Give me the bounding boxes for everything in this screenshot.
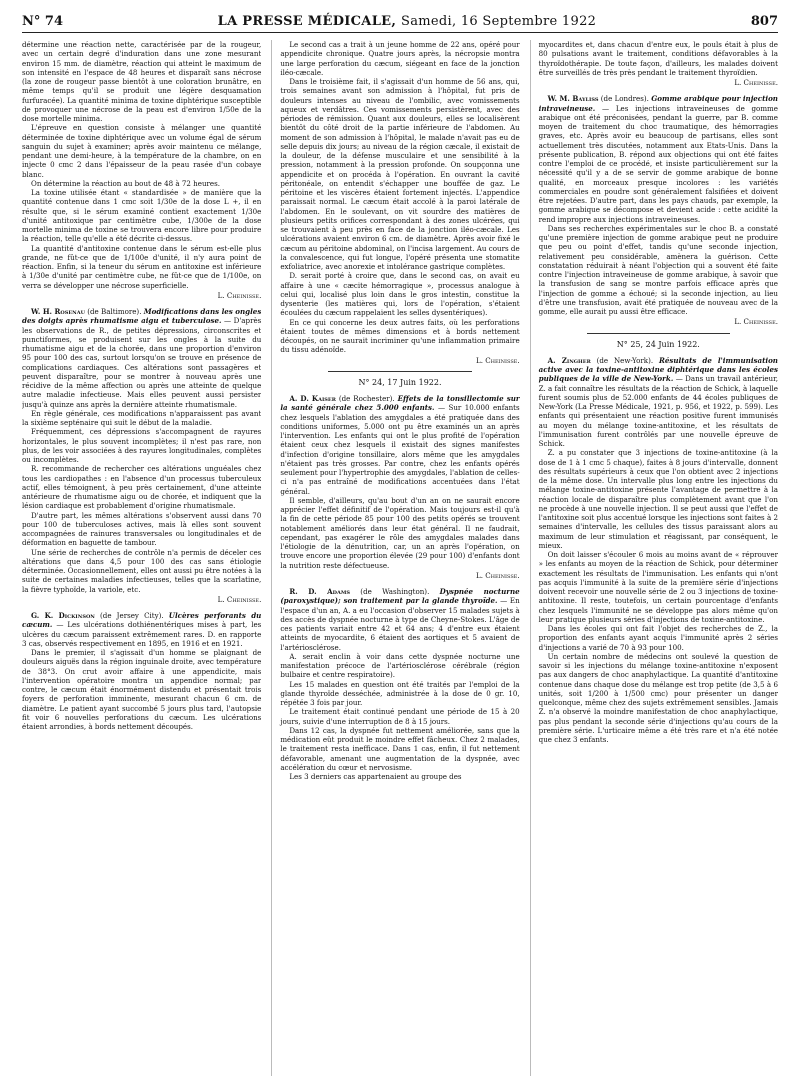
paragraph: La toxine utilisée étant « standardisée » de manière que la quantité contenue dans 1 cmc soit 1/30e de la dose L +, il en résulte que, si le sérum examiné contient exactement 1/30e d'unité antitoxique par centimètre cube, 1/300e de la dose mortelle minima de toxine se trouvera encore libre pour produire la réaction, telle qu'elle a été décrite ci-dessus.	[22, 188, 262, 244]
paragraph: L'épreuve en question consiste à mélanger une quantité déterminée de toxine diphtérique avec un volume égal de sérum sanguin du sujet à examiner; après avoir maintenu ce mélange, pendant une demi-heure, à la température de la chambre, on en injecte 0 cmc 2 dans l'épaisseur de la peau rasée d'un cobaye blanc.	[22, 123, 262, 179]
paragraph: myocardites et, dans chacun d'entre eux, le pouls était à plus de 80 pulsations avant le traitement, conditions défavorables à la thyroïdothérapie. De toute façon, d'ailleurs, les malades doivent être surveillés de très près pendant le traitement thyroïdien.	[538, 40, 778, 77]
article-zingher	[539, 356, 778, 745]
paragraph: Dans le troisième fait, il s'agissait d'un homme de 56 ans, qui, trois semaines avant son admission à l'hôpital, fut pris de douleurs intenses au niveau de l'ombilic, avec vomissements aqueux et verdâtres. Ces vomissements persistèrent, avec des périodes de rémission. Quant aux douleurs, elles se localisèrent bientôt du côté droit de la partie inférieure de l'abdomen. Au moment de son admission à l'hôpital, le malade n'avait pas eu de selle depuis dix jours; au niveau de la région cæcale, il existait de la douleur, de la défense musculaire et une sensibilité à la pression, notamment à la pression profonde. On soupçonna une appendicite et on procéda à l'opération. En ouvrant la cavité péritonéale, on entendit s'échapper une bouffée de gaz. Le péritoine et les viscères étaient fortement injectés. L'appendice paraissait normal. Le cæcum était accolé à la paroi latérale de l'abdomen. En le soulevant, on vit sourdre des matières de plusieurs petits orifices correspondant à des zones ulcérées, qui se trouvaient à peu près en face de la jonction iléo-cæcale. Les ulcérations avaient environ 6 cm. de diamètre. Après avoir fixé le cæcum au péritoine abdominal, on l'incisa largement. Au cours de la convalescence, qui fut longue, l'opéré présenta une stomatite exfoliatrice, avec anorexie et intolérance gastrique complètes.	[280, 77, 520, 271]
issue-date: Samedi, 16 Septembre 1922	[401, 13, 597, 29]
article-place: (de Washington).	[360, 587, 430, 596]
article-head	[22, 611, 261, 648]
journal-title	[218, 14, 597, 29]
article-kaiser	[280, 394, 519, 580]
paragraph: Le second cas a trait à un jeune homme de 22 ans, opéré pour appendicite chronique. Quatre jours après, la nécropsie montra une large perforation du cæcum, siégeant en face de la jonction iléo-cæcale.	[280, 40, 520, 77]
paragraph: Les 15 malades en question ont été traités par l'emploi de la glande thyroïde desséchée, administrée à la dose de 0 gr. 10, répétée 3 fois par jour.	[280, 679, 520, 707]
paragraph: Un certain nombre de médecins ont soulevé la question de savoir si les injections du mélange toxine-antitoxine n'exposent pas aux dangers de choc anaphylactique. La quantité d'antitoxine contenue dans chaque dose du mélange est trop petite (de 3,5 à 6 unités, soit 1/200 à 1/500 cmc) pour présenter un danger quelconque, même chez des sujets extrêmement sensibles. Jamais Z. n'a observé la moindre manifestation de choc anaphylactique, pas plus pendant la seconde série d'injections qu'au cours de la première série. L'urticaire même a été très rare et n'a été notée que chez 3 enfants.	[538, 651, 778, 744]
column-3	[530, 40, 778, 1076]
article-author: G. K. Dickinson	[31, 611, 95, 620]
paragraph: On détermine la réaction au bout de 48 à 72 heures.	[31, 178, 220, 188]
signature: L. Cheinisse.	[734, 78, 778, 87]
article-head	[539, 94, 778, 224]
paragraph: détermine une réaction nette, caractérisée par de la rougeur, avec un certain degré d'induration dans une zone mesurant environ 15 mm. de diamètre, réaction qui atteint le maximum de son intensité en l'espace de 48 heures et disparaît sans nécrose (la zone de rougeur passe bientôt à une coloration brunâtre, en même temps qu'il se produit une légère desquamation furfuracée). La quantité minima de toxine diphtérique susceptible de provoquer une nécrose de la peau est d'environ 1/50e de la dose mortelle minima.	[22, 40, 262, 123]
article-title: Modifications dans les ongles des doigts après rhumatisme aigu et tuberculose.	[22, 307, 262, 326]
paragraph: D'autre part, les mêmes altérations s'observent aussi dans 70 pour 100 de tuberculoses actives, mais là elles sont souvent accompagnées de rainures transversales ou longitudinales et de déformation en baguette de tambour.	[22, 510, 262, 548]
paragraph: Le traitement était continué pendant une période de 15 à 20 jours, suivie d'une interruption de 8 à 15 jours.	[280, 707, 520, 726]
signature: L. Cheinisse.	[217, 594, 262, 604]
article-place: (de Rochester).	[338, 394, 395, 403]
article-place: (de Londres).	[600, 94, 649, 104]
paragraph: En règle générale, ces modifications n'apparaissent pas avant la sixième septénaire qui suit le début de la maladie.	[22, 408, 262, 427]
section-heading: N° 24, 17 Juin 1922.	[358, 377, 442, 387]
article-title: Dyspnée nocturne (paroxystique); son traitement par la glande thyroïde.	[280, 587, 520, 606]
paragraph: Fréquemment, ces dépressions s'accompagnent de rayures horizontales, le plus souvent incomplètes; il n'est pas rare, non plus, de les voir associées à des rayures longitudinales, complètes ou incomplètes.	[22, 427, 262, 464]
article-head	[539, 356, 778, 449]
article-adams	[280, 587, 519, 781]
page-number: 807	[750, 13, 778, 29]
signature: L. Cheinisse.	[476, 355, 520, 365]
article-bayliss	[539, 94, 778, 326]
article-place: (de Jersey City).	[100, 611, 164, 620]
article-columns	[22, 40, 778, 1076]
article-text: — Sur 10.000 enfants chez lesquels l'ablation des amygdales a été pratiquée dans des conditions uniformes, 5.000 ont pu être examinés un an après l'intervention. Les enfants qui ont le plus profité de l'opération étaient ceux chez lesquels il existait des signes manifestes d'infection d'origine tonsillaire, alors même que les amygdales n'étaient pas très grosses. Par contre, chez les enfants opérés seulement pour l'hypertrophie des amygdales, l'ablation de celles-ci n'a pas entraîné de modifications accentuées dans l'état général.	[280, 403, 520, 496]
section-divider	[328, 371, 472, 372]
signature: L. Cheinisse.	[734, 317, 778, 327]
article-author: R. D. Adams	[289, 587, 350, 596]
journal-name: LA PRESSE MÉDICALE,	[217, 13, 397, 29]
article-rosenau	[22, 307, 261, 604]
signature: L. Cheinisse.	[217, 290, 262, 300]
paragraph: La quantité d'antitoxine contenue dans le sérum est-elle plus grande, ne fût-ce que de 1/100e d'unité, il n'y aura point de réaction. Enfin, si la teneur du sérum en antitoxine est inférieure à 1/30e d'unité par centimètre cube, ne fût-ce que de 1/100e, on verra se développer une nécrose superficielle.	[22, 243, 262, 290]
paragraph: Dans le premier, il s'agissait d'un homme se plaignant de douleurs aiguës dans la région inguinale droite, avec température de 38°3. On crut avoir affaire à une appendicite, mais l'intervention opératoire montra un appendice normal; par contre, le cæcum était énormément distendu et présentait trois foyers de perforation imminente, mesurant chacun 6 cm. de diamètre. Le patient ayant succombé 5 jours plus tard, l'autopsie fit voir 6 nouvelles perforations du cæcum. Les ulcérations étaient arrondies, à bords nettement découpés.	[22, 648, 262, 731]
article-dickinson	[22, 611, 261, 731]
article-head	[22, 307, 261, 409]
article-author: W. M. Bayliss	[547, 94, 599, 104]
column-1	[22, 40, 261, 1076]
section-heading: N° 25, 24 Juin 1922.	[616, 339, 700, 349]
paragraph: En ce qui concerne les deux autres faits, où les perforations étaient toutes de mêmes dimensions et à bords nettement découpés, on ne saurait incriminer qu'une inflammation primaire du tissu adénoïde.	[280, 317, 520, 355]
article-title: Ulcères perforants du cæcum.	[22, 611, 262, 630]
article-text: — Dans un travail antérieur, Z. a fait connaître les résultats de la réaction de Schick, à laquelle furent soumis plus de 52.000 enfants de 44 écoles publiques de New-York (La Presse Médicale, 1921, p. 956, et 1922, p. 599). Les enfants qui présentaient une réaction positive furent immunisés au moyen du mélange toxine-antitoxine, et les résultats de l'immunisation furent contrôlés par une nouvelle épreuve de Schick.	[538, 374, 778, 448]
article-text: — Les injections intraveineuses de gomme arabique ont été préconisées, pendant la guerre, par B. comme moyen de traitement du choc traumatique, des hémorragies graves, etc. Après avoir eu beaucoup de partisans, elles sont actuellement très discutées, notamment aux Etats-Unis. Dans la présente publication, B. répond aux objections qui ont été faites contre l'emploi de ce procédé, et insiste particulièrement sur la nécessité qu'il y a de se servir de gomme arabique de bonne qualité, en morceaux presque incolores : les variétés commerciales en poudre sont généralement falsifiées et doivent être rejetées. D'autre part, dans les pays chauds, par exemple, la gomme arabique se décompose et devient acide : cette acidité la rend impropre aux injections intraveineuses.	[538, 103, 778, 224]
article-text: — En l'espace d'un an, A. a eu l'occasion d'observer 15 malades sujets à des accès de dyspnée nocturne à type de Cheyne-Stokes. L'âge de ces patients variait entre 42 et 64 ans; 4 d'entre eux étaient atteints de myocardite, 6 étaient des aortiques et 5 avaient de l'artériosclérose.	[280, 596, 520, 652]
paragraph: Il semble, d'ailleurs, qu'au bout d'un an on ne saurait encore apprécier l'effet définitif de l'opération. Mais toujours est-il qu'à la fin de cette période 85 pour 100 des petits opérés se trouvent notablement améliorés dans leur état général. Il ne faudrait, cependant, pas exagérer le rôle des amygdales malades dans l'étiologie de la dénutrition, car, un an après l'opération, on trouve encore une proportion élevée (29 pour 100) d'enfants dont la nutrition reste défectueuse.	[280, 495, 520, 570]
paragraph: Les 3 derniers cas appartenaient au groupe des	[289, 772, 462, 781]
article-author: A. Zingher	[547, 355, 591, 365]
paragraph: Dans 12 cas, la dyspnée fut nettement améliorée, sans que la médication eût produit le moindre effet fâcheux. Chez 2 malades, le traitement resta inefficace. Dans 1 cas, enfin, il fut nettement défavorable, amenant une augmentation de la dyspnée, avec accélération du cœur et nervosisme.	[280, 725, 520, 772]
column-2	[271, 40, 519, 1076]
paragraph: Dans les écoles qui ont fait l'objet des recherches de Z., la proportion des enfants ayant acquis l'immunité après 2 séries d'injections a varié de 70 à 93 pour 100.	[538, 624, 778, 652]
section-divider	[587, 333, 731, 334]
page-header	[22, 10, 778, 33]
paragraph: D. serait porté à croire que, dans le second cas, on avait eu affaire à une « cæcite hémorragique », processus analogue à celui qui, localisé plus loin dans le gros intestin, constitue la dysenterie (les matières qui, lors de l'opération, s'étaient écoulées du cæcum rappelaient les selles dysentériques).	[280, 271, 520, 318]
article-title: Résultats de l'immunisation active avec la toxine-antitoxine diphtérique dans les écoles publiques de la ville de New-York.	[538, 355, 778, 384]
issue-number: N° 74	[22, 13, 63, 29]
article-head	[280, 587, 519, 652]
article-text: — Les ulcérations dothiénentériques mises à part, les ulcères du cæcum paraissent extrêmement rares. D. en rapporte 3 cas, observés respectivement en 1895, en 1916 et en 1921.	[22, 620, 262, 648]
article-place: (de Baltimore).	[87, 307, 142, 316]
article-text: — D'après les observations de R., de petites dépressions, circonscrites et punctiformes, se produisent sur les ongles à la suite du rhumatisme aigu et de la chorée, dans une proportion d'environ 95 pour 100 des cas, surtout lorsqu'on se trouve en présence de complications cardiaques. Ces altérations sont passagères et peuvent disparaître, pour se montrer à nouveau après une récidive de la même affection ou après une atteinte de quelque autre maladie infectieuse. Mais elles peuvent aussi persister jusqu'à quinze ans après la dernière atteinte rhumatismale.	[22, 316, 262, 409]
paragraph: R. recommande de rechercher ces altérations unguéales chez tous les cardiopathes : en l'absence d'un processus tuberculeux actif, elles témoignent, à peu près certainement, d'une atteinte antérieure de rhumatisme aigu ou de chorée, et indiquent que la lésion cardiaque est probablement d'origine rhumatismale.	[22, 464, 262, 511]
paragraph: A. serait enclin à voir dans cette dyspnée nocturne une manifestation précoce de l'artériosclérose cérébrale (région bulbaire et centre respiratoire).	[280, 651, 520, 680]
paragraph: On doit laisser s'écouler 6 mois au moins avant de « réprouver » les enfants au moyen de la réaction de Schick, pour déterminer exactement les résultats de l'immunisation. Les enfants qui n'ont pas acquis l'immunité à la suite de la première série d'injections doivent recevoir une nouvelle série de 2 ou 3 injections de toxine-antitoxine. Il reste, toutefois, un certain pourcentage d'enfants chez lesquels l'immunité ne se développe pas alors même qu'on leur pratique plusieurs séries d'injections de toxine-antitoxine.	[538, 550, 778, 624]
article-title: Effets de la tonsillectomie sur la santé générale chez 5.000 enfants.	[280, 394, 520, 413]
paragraph: Une série de recherches de contrôle n'a permis de déceler ces altérations que dans 4,5 pour 100 des cas sans étiologie déterminée. Occasionnellement, elles ont aussi pu être notées à la suite de certaines maladies infectieuses, telles que la scarlatine, la fièvre typhoïde, la variole, etc.	[22, 547, 262, 594]
article-place: (de New-York).	[596, 355, 654, 365]
article-author: A. D. Kaiser	[289, 394, 336, 403]
article-title: Gomme arabique pour injection intraveineuse.	[538, 94, 778, 113]
paragraph: Z. a pu constater que 3 injections de toxine-antitoxine (à la dose de 1 à 1 cmc 5 chaque), faites à 8 jours d'intervalle, donnent des résultats supérieurs à ceux que l'on obtient avec 2 injections de la même dose. Un intervalle plus long entre les injections du mélange toxine-antitoxine présente l'avantage de permettre à la réaction locale de disparaître plus complètement avant que l'on ne procède à une nouvelle injection. Il se peut aussi que l'effet de l'antitoxine soit plus accentué lorsque les injections sont faites à 2 semaines d'intervalle, les cellules des tissus paraissant alors au maximum de leur stimulation et réagissant, par conséquent, le mieux.	[538, 448, 778, 550]
article-head	[280, 394, 519, 496]
paragraph: Dans ses recherches expérimentales sur le choc B. a constaté qu'une première injection de gomme arabique peut ne produire que peu ou point d'effet, tandis qu'une seconde injection, relativement peu considérable, amènera la guérison. Cette constatation réduirait à néant l'objection qui a souvent été faite contre l'injection intraveineuse de gomme arabique, à savoir que la transfusion de sang se montre parfois efficace après que l'injection de gomme a échoué; si la seconde injection, au lieu d'être une transfusion, avait été pratiquée de nouveau avec de la gomme, elle aurait pu aussi être efficace.	[538, 223, 778, 316]
article-author: W. H. Rosenau	[31, 307, 85, 316]
signature: L. Cheinisse.	[476, 570, 520, 580]
